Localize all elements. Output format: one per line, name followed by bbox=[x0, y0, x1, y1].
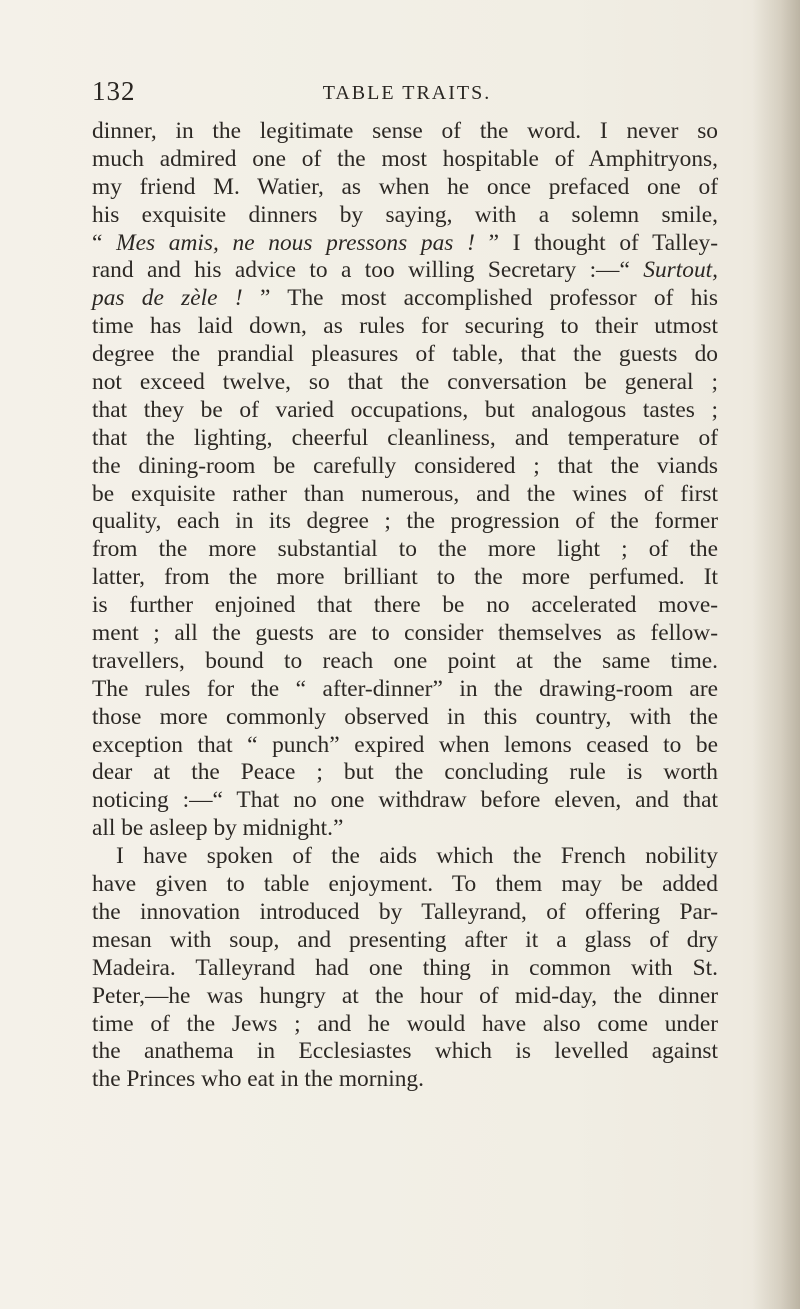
text-line bbox=[92, 341, 718, 369]
text-line bbox=[92, 118, 718, 146]
text-line bbox=[92, 871, 718, 899]
text-line bbox=[92, 759, 718, 787]
text-line bbox=[92, 257, 718, 285]
italic-text: pas de zèle ! bbox=[92, 285, 243, 312]
body-text bbox=[92, 118, 718, 1094]
text-segment: the Princes who eat in the morning. bbox=[92, 1066, 424, 1093]
text-line bbox=[92, 313, 718, 341]
text-segment: be exquisite rather than numerous, and the wines of first bbox=[92, 480, 718, 507]
text-line bbox=[92, 481, 718, 509]
text-segment: that they be of varied occupations, but analogous tastes ; bbox=[92, 396, 718, 423]
text-segment: latter, from the more brilliant to the more perfumed. It bbox=[92, 564, 718, 591]
text-line bbox=[92, 369, 718, 397]
text-segment: all be asleep by midnight.” bbox=[92, 815, 344, 842]
text-segment: quality, each in its degree ; the progression of the former bbox=[92, 508, 718, 535]
text-line bbox=[92, 732, 718, 760]
text-line bbox=[92, 397, 718, 425]
text-line bbox=[92, 648, 718, 676]
text-line bbox=[92, 592, 718, 620]
text-line bbox=[92, 955, 718, 983]
text-segment: that the lighting, cheerful cleanliness, and temperature of bbox=[92, 424, 718, 451]
text-segment: time of the Jews ; and he would have also come under bbox=[92, 1010, 718, 1037]
text-segment: ment ; all the guests are to consider themselves as fellow- bbox=[92, 620, 718, 647]
text-segment: those more commonly observed in this country, with the bbox=[92, 703, 718, 730]
text-segment: have given to table enjoyment. To them may be added bbox=[92, 871, 718, 898]
text-line bbox=[92, 1038, 718, 1066]
text-segment: degree the prandial pleasures of table, that the guests do bbox=[92, 341, 718, 368]
text-line bbox=[92, 815, 718, 843]
text-line bbox=[92, 983, 718, 1011]
text-line bbox=[92, 899, 718, 927]
page-edge-shadow bbox=[752, 0, 800, 1309]
text-segment: mesan with soup, and presenting after it a glass of dry bbox=[92, 926, 718, 953]
text-segment: I have spoken of the aids which the French nobility bbox=[116, 843, 718, 870]
text-segment: ” I thought of Talley- bbox=[474, 229, 718, 256]
italic-text: Surtout, bbox=[643, 257, 718, 284]
text-segment: the innovation introduced by Talleyrand, of offering Par- bbox=[92, 898, 718, 925]
page-number: 132 bbox=[92, 76, 136, 106]
text-segment: Madeira. Talleyrand had one thing in common with St. bbox=[92, 954, 718, 981]
text-line bbox=[92, 425, 718, 453]
text-segment: my friend M. Watier, as when he once prefaced one of bbox=[92, 173, 718, 200]
text-segment: not exceed twelve, so that the conversation be general ; bbox=[92, 369, 718, 396]
text-line bbox=[92, 202, 718, 230]
text-segment: time has laid down, as rules for securing to their utmost bbox=[92, 313, 718, 340]
text-line bbox=[92, 620, 718, 648]
text-segment: The rules for the “ after-dinner” in the drawing-room are bbox=[92, 675, 718, 702]
page-header bbox=[92, 76, 722, 112]
text-segment: rand and his advice to a too willing Secretary :—“ bbox=[92, 257, 644, 284]
text-line bbox=[92, 174, 718, 202]
text-segment: travellers, bound to reach one point at the same time. bbox=[92, 647, 718, 674]
text-segment: ” The most accomplished professor of his bbox=[242, 285, 718, 312]
text-line bbox=[92, 927, 718, 955]
text-segment: exception that “ punch” expired when lemons ceased to be bbox=[92, 731, 718, 758]
text-segment: much admired one of the most hospitable of Amphitryons, bbox=[92, 145, 718, 172]
text-line bbox=[92, 787, 718, 815]
text-line bbox=[92, 536, 718, 564]
text-line bbox=[92, 230, 718, 258]
text-line bbox=[92, 146, 718, 174]
text-segment: from the more substantial to the more light ; of the bbox=[92, 536, 718, 563]
text-line bbox=[92, 508, 718, 536]
text-segment: is further enjoined that there be no accelerated move- bbox=[92, 592, 718, 619]
text-line bbox=[92, 704, 718, 732]
text-segment: his exquisite dinners by saying, with a solemn smile, bbox=[92, 201, 718, 228]
text-segment: Peter,—he was hungry at the hour of mid-day, the dinner bbox=[92, 982, 718, 1009]
text-segment: dinner, in the legitimate sense of the word. I never so bbox=[92, 118, 718, 144]
text-segment: dear at the Peace ; but the concluding rule is worth bbox=[92, 759, 718, 786]
text-line bbox=[92, 564, 718, 592]
text-line bbox=[92, 843, 718, 871]
running-head: TABLE TRAITS. bbox=[322, 82, 492, 104]
text-line bbox=[92, 1066, 718, 1094]
text-segment: “ bbox=[92, 229, 117, 256]
text-segment: the anathema in Ecclesiastes which is levelled against bbox=[92, 1038, 718, 1065]
italic-text: Mes amis, ne nous pressons pas ! bbox=[116, 229, 475, 256]
text-line bbox=[92, 676, 718, 704]
text-segment: noticing :—“ That no one withdraw before eleven, and that bbox=[92, 787, 718, 814]
text-segment: the dining-room be carefully considered ; that the viands bbox=[92, 452, 718, 479]
text-line bbox=[92, 453, 718, 481]
text-line bbox=[92, 285, 718, 313]
text-line bbox=[92, 1011, 718, 1039]
